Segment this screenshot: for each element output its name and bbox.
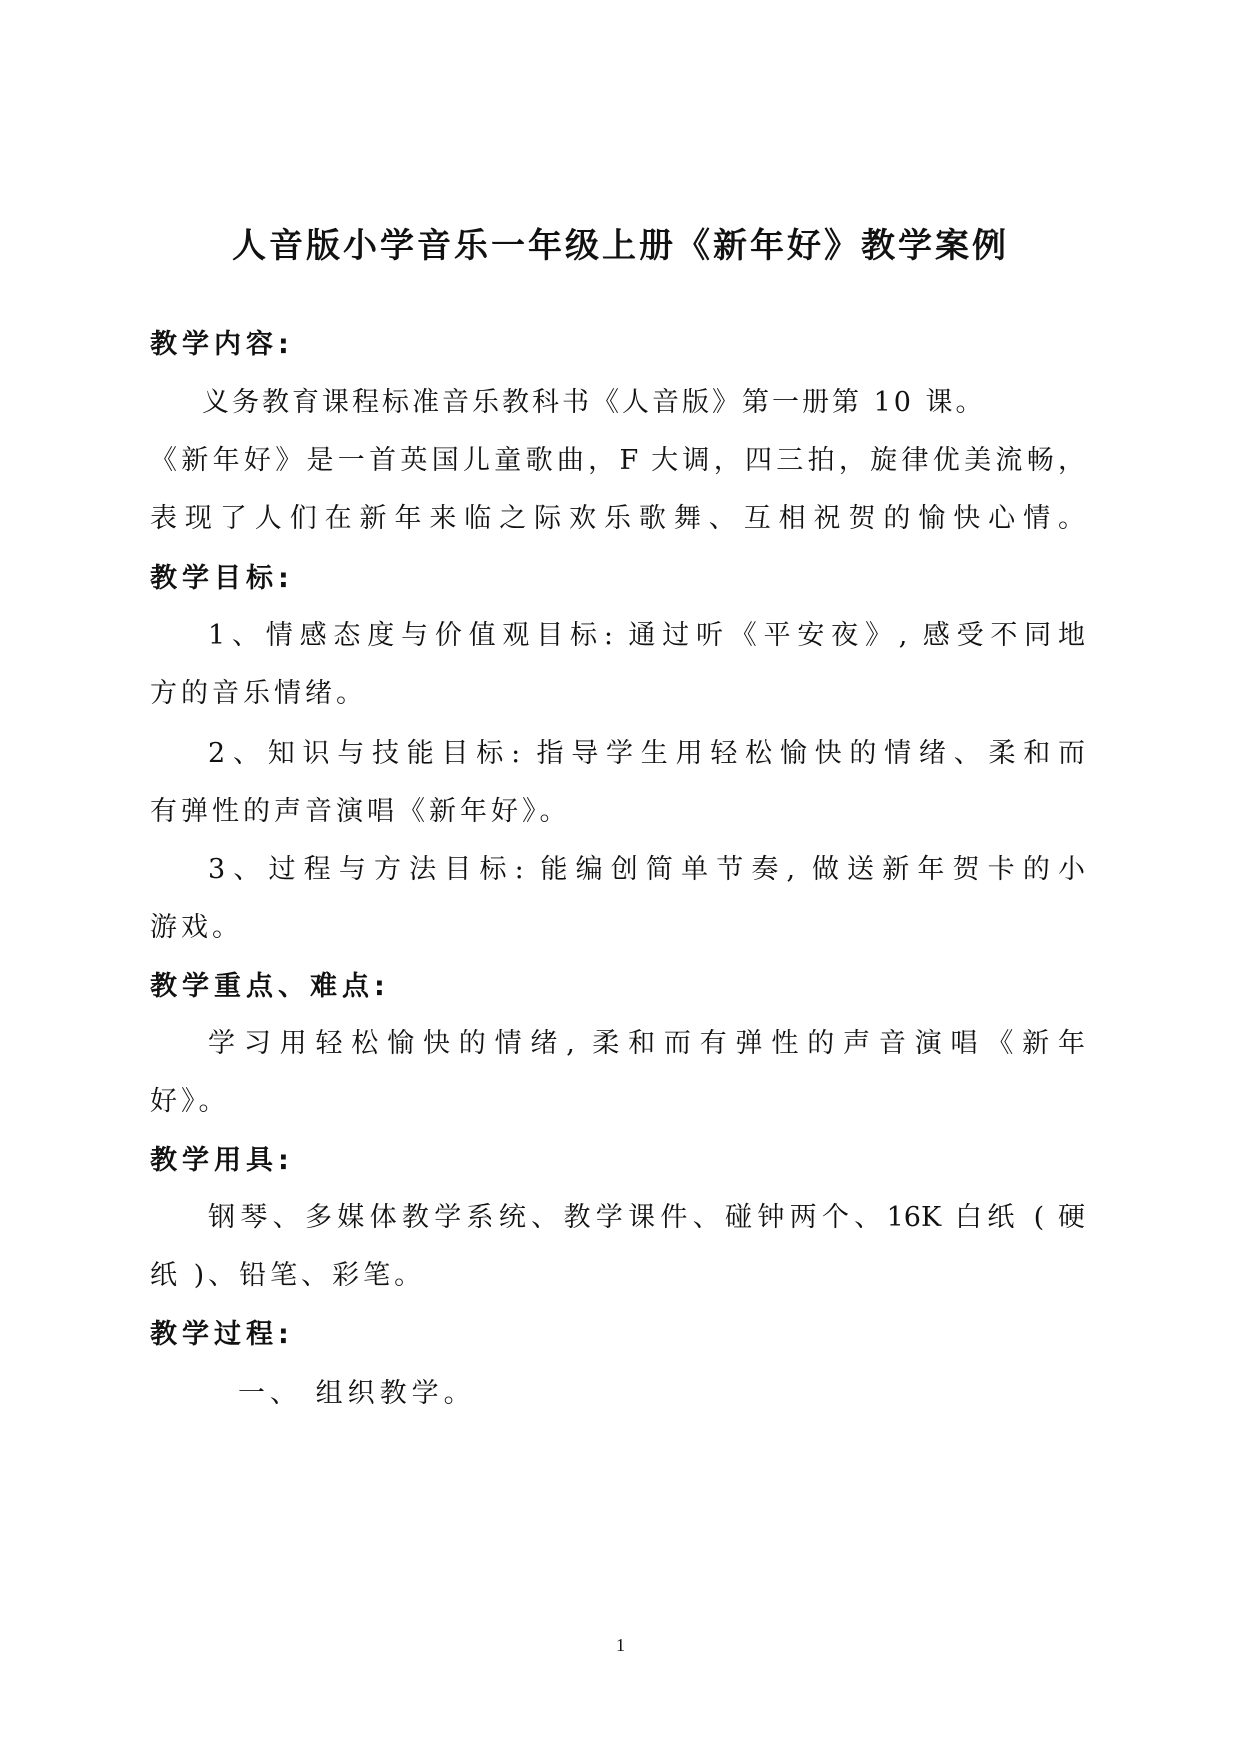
paragraph-line: 1、情感态度与价值观目标: 通过听《平安夜》, 感受不同地 (208, 620, 1085, 651)
paragraph-line: 一、 组织教学。 (238, 1378, 476, 1409)
paragraph-line: 方的音乐情绪。 (150, 678, 367, 709)
paragraph-line: 钢琴、多媒体教学系统、教学课件、碰钟两个、16K 白纸 ( 硬 (208, 1202, 1085, 1233)
section-heading-content: 教学内容: (150, 329, 294, 360)
paragraph-line: 义务教育课程标准音乐教科书《人音版》第一册第 10 课。 (202, 387, 986, 418)
document-title: 人音版小学音乐一年级上册《新年好》教学案例 (232, 226, 1009, 266)
section-heading-goals: 教学目标: (150, 563, 294, 594)
paragraph-line: 《新年好》是一首英国儿童歌曲，F 大调，四三拍，旋律优美流畅， (150, 445, 1085, 476)
paragraph-line: 好》。 (150, 1086, 230, 1117)
paragraph-line: 3、过程与方法目标: 能编创简单节奏, 做送新年贺卡的小 (208, 854, 1085, 885)
section-heading-key-points: 教学重点、难点: (150, 971, 390, 1002)
paragraph-line: 表现了人们在新年来临之际欢乐歌舞、互相祝贺的愉快心情。 (150, 503, 1085, 534)
paragraph-line: 纸 )、铅笔、彩笔。 (150, 1260, 426, 1291)
section-heading-tools: 教学用具: (150, 1145, 294, 1176)
paragraph-line: 学习用轻松愉快的情绪, 柔和而有弹性的声音演唱《新年 (208, 1028, 1085, 1059)
paragraph-line: 有弹性的声音演唱《新年好》。 (150, 796, 571, 827)
paragraph-line: 2、知识与技能目标: 指导学生用轻松愉快的情绪、柔和而 (208, 738, 1085, 769)
page-number: 1 (616, 1635, 625, 1655)
paragraph-line: 游戏。 (150, 912, 243, 943)
section-heading-process: 教学过程: (150, 1319, 294, 1350)
